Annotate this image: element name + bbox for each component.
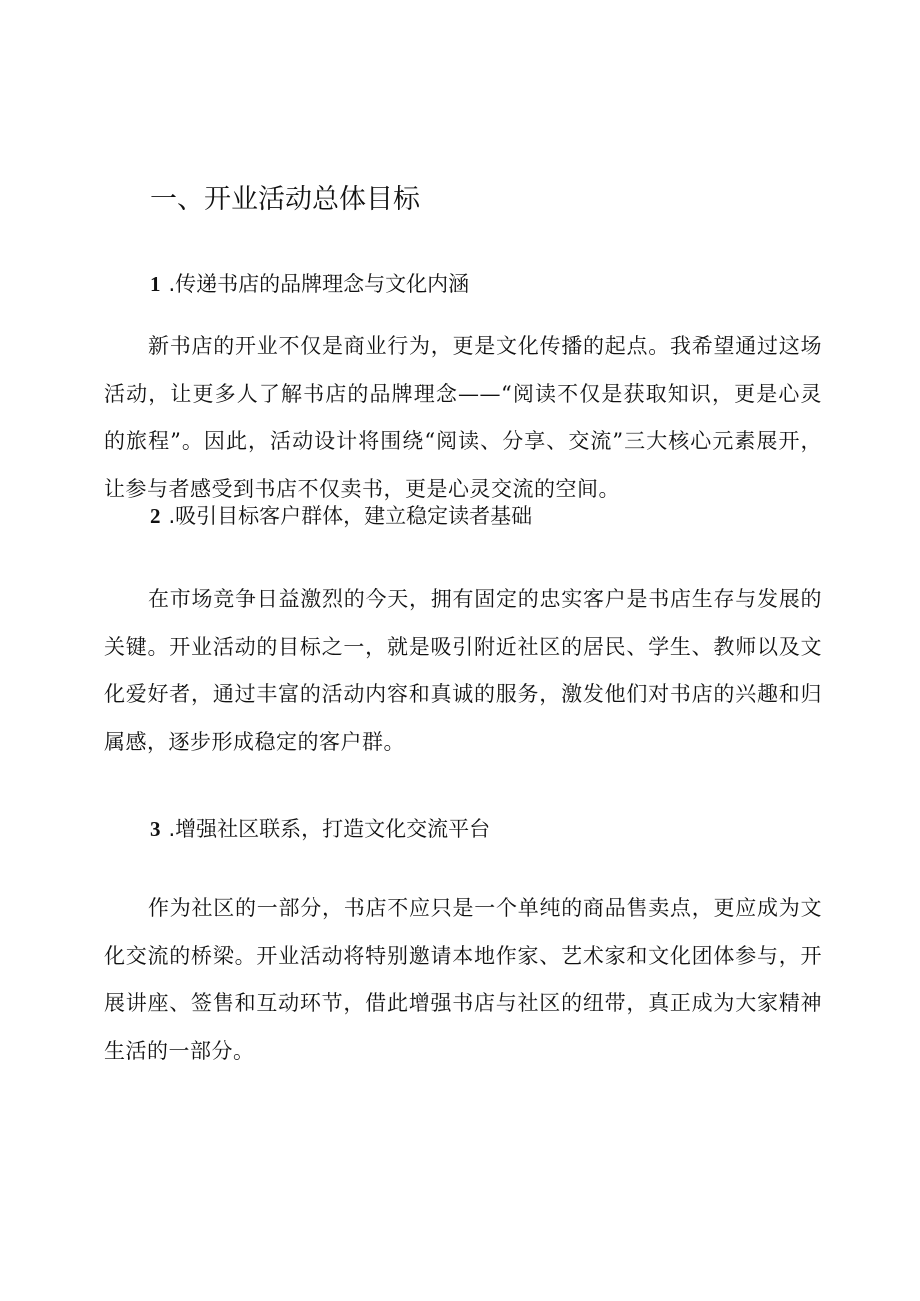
section-paragraph-3: 作为社区的一部分，书店不应只是一个单纯的商品售卖点，更应成为文化交流的桥梁。开业活动将特别邀请本地作家、艺术家和文化团体参与，开展讲座、签售和互动环节，借此增强书店与社区的纽带，真正成为大家精神生活的一部分。 bbox=[104, 896, 822, 1063]
section-heading-1 bbox=[150, 268, 469, 300]
section-paragraph-1: 新书店的开业不仅是商业行为，更是文化传播的起点。我希望通过这场活动，让更多人了解书店的品牌理念——“阅读不仅是获取知识，更是心灵的旅程”。因此，活动设计将围绕“阅读、分享、交流”三大核心元素展开，让参与者感受到书店不仅卖书，更是心灵交流的空间。 bbox=[104, 334, 822, 501]
page-title: 一、开业活动总体目标 bbox=[150, 184, 420, 215]
section-number-3: 3 bbox=[150, 817, 161, 841]
section-heading-3 bbox=[150, 813, 490, 845]
section-heading-text-2: .吸引目标客户群体，建立稳定读者基础 bbox=[168, 504, 533, 528]
section-number-1: 1 bbox=[150, 272, 161, 296]
section-heading-text-1: .传递书店的品牌理念与文化内涵 bbox=[168, 272, 470, 296]
section-heading-2 bbox=[150, 500, 532, 532]
section-heading-text-3: .增强社区联系，打造文化交流平台 bbox=[168, 817, 491, 841]
section-number-2: 2 bbox=[150, 504, 161, 528]
section-paragraph-2: 在市场竞争日益激烈的今天，拥有固定的忠实客户是书店生存与发展的关键。开业活动的目标之一，就是吸引附近社区的居民、学生、教师以及文化爱好者，通过丰富的活动内容和真诚的服务，激发他们对书店的兴趣和归属感，逐步形成稳定的客户群。 bbox=[104, 587, 822, 754]
